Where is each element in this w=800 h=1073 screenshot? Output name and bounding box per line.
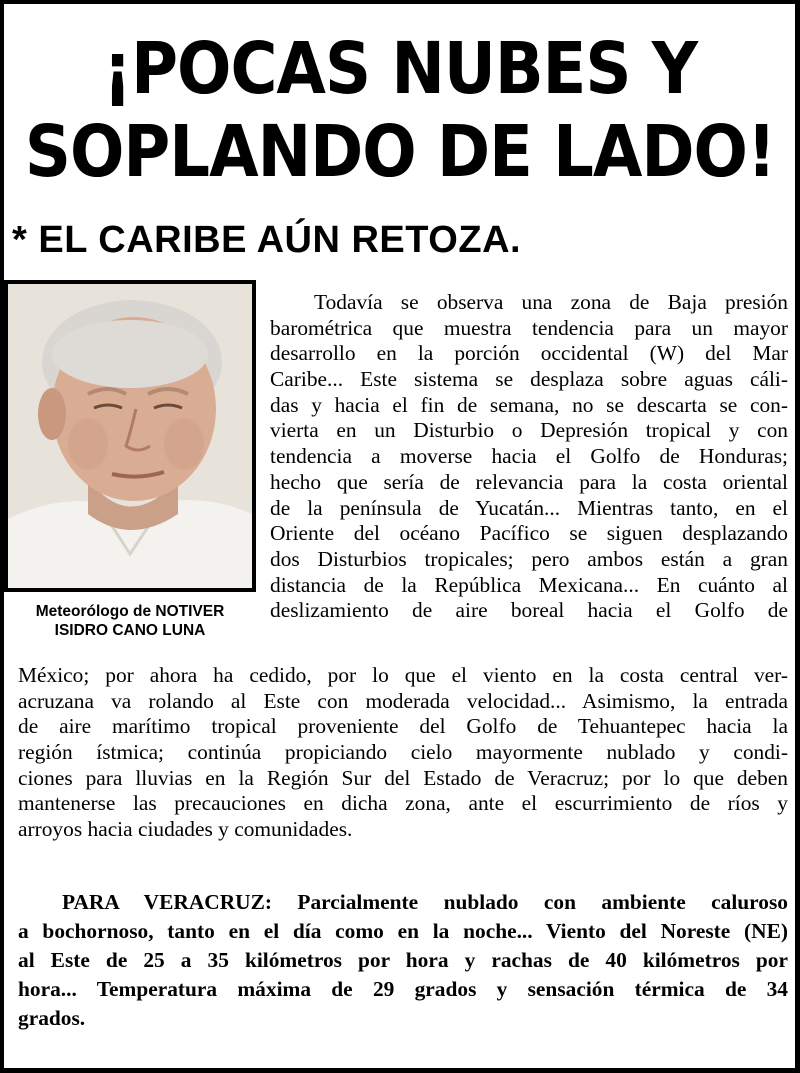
article-line: dos Disturbios tropicales; pero ambos están a gran: [270, 546, 788, 571]
article-line: mantenerse las precauciones en dicha zona, ante el escurrimiento de ríos y: [18, 791, 788, 816]
article-line: das y hacia el fin de semana, no se descarta se con-: [270, 392, 788, 417]
article-line: hecho que sería de relevancia para la costa oriental: [270, 469, 788, 494]
article-line: región ístmica; continúa propiciando cielo mayormente nublado y condi-: [18, 740, 788, 765]
article-line: Caribe... Este sistema se desplaza sobre aguas cáli-: [270, 367, 788, 392]
article-line: deslizamiento de aire boreal hacia el Golfo de: [270, 598, 788, 623]
forecast-line: al Este de 25 a 35 kilómetros por hora y rachas de 40 kilómetros por: [18, 948, 788, 972]
forecast-line: hora... Temperatura máxima de 29 grados y sensación térmica de 34: [18, 977, 788, 1001]
article-line: barométrica que muestra tendencia para un mayor: [270, 315, 788, 340]
author-photo: [4, 280, 256, 592]
article-line: tendencia a moverse hacia el Golfo de Honduras;: [270, 444, 788, 469]
forecast-line: a bochornoso, tanto en el día como en la noche... Viento del Noreste (NE): [18, 919, 788, 943]
portrait-image: [8, 284, 252, 588]
caption-title: Meteorólogo de NOTIVER: [35, 603, 225, 620]
article-column: [270, 290, 788, 624]
article-line: acruzana va rolando al Este con moderada velocidad... Asimismo, la entrada: [18, 688, 788, 713]
forecast-line: PARA VERACRUZ: Parcialmente nublado con ambiente caluroso: [62, 890, 788, 914]
article-line: arroyos hacia ciudades y comunidades.: [18, 817, 353, 842]
article-full-width: [18, 663, 788, 843]
forecast-line: grados.: [18, 1006, 86, 1030]
article-line: Oriente del océano Pacífico se siguen desplazando: [270, 521, 788, 546]
forecast-paragraph: [18, 888, 788, 1033]
article-line: Todavía se observa una zona de Baja presión: [314, 290, 788, 314]
subheadline: * EL CARIBE AÚN RETOZA.: [12, 219, 522, 261]
article-line: de aire marítimo tropical proveniente del Golfo de Tehuantepec hacia la: [18, 714, 788, 739]
headline: [0, 28, 800, 194]
article-line: México; por ahora ha cedido, por lo que el viento en la costa central ver-: [18, 663, 788, 687]
photo-caption: [4, 602, 256, 640]
article-line: desarrollo en la porción occidental (W) del Mar: [270, 341, 788, 366]
article-line: ciones para lluvias en la Región Sur del Estado de Veracruz; por lo que deben: [18, 765, 788, 790]
article-line: de la península de Yucatán... Mientras tanto, en el: [270, 495, 788, 520]
article-line: distancia de la República Mexicana... En cuánto al: [270, 572, 788, 597]
article-line: vierta en un Disturbio o Depresión tropical y con: [270, 418, 788, 443]
caption-name: ISIDRO CANO LUNA: [54, 622, 206, 639]
headline-line-2: SOPLANDO DE LADO!: [24, 110, 776, 194]
headline-line-1: ¡POCAS NUBES Y: [102, 28, 698, 111]
